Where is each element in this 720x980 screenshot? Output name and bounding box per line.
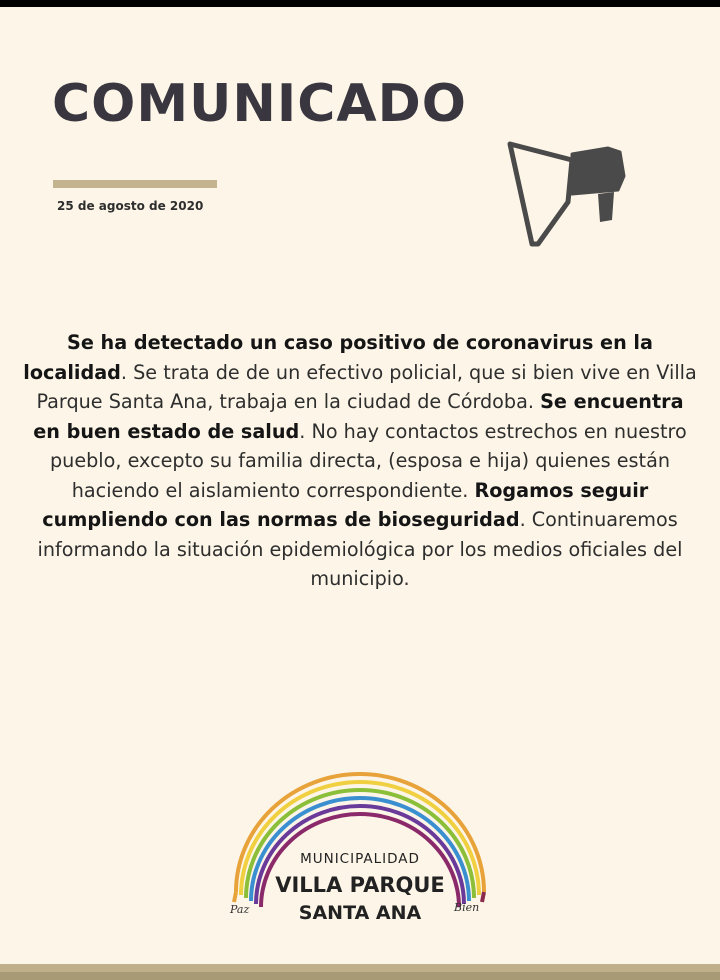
announcement-text-3: . Continuaremos informando la situación epidemiológica por los medios oficiales del municipio. [37, 508, 683, 590]
announcement-bold-2: Se encuentra en buen estado de salud [33, 390, 684, 443]
announcement-bold-1: Se ha detectado un caso positivo de coronavirus en la localidad [23, 331, 653, 384]
announcement-bold-3: Rogamos seguir cumpliendo con las normas de bioseguridad [42, 478, 649, 531]
top-border [0, 0, 720, 7]
publication-date: 25 de agosto de 2020 [57, 199, 204, 213]
logo-word-paz: Paz [230, 903, 250, 916]
page-title: COMUNICADO [52, 74, 467, 134]
title-underline [53, 180, 217, 188]
footer-bar-shade [0, 972, 720, 980]
logo-line-santa-ana: SANTA ANA [298, 902, 422, 924]
announcement-text-2: . No hay contactos estrechos en nuestro pueblo, excepto su familia directa, (esposa e hija) quienes están haciendo el aislamiento correspondiente. [49, 419, 687, 502]
logo-word-bien: Bien [454, 901, 480, 914]
logo-line-municipalidad: MUNICIPALIDAD [300, 851, 420, 867]
logo-line-villa-parque: VILLA PARQUE [275, 873, 445, 897]
megaphone-icon [500, 132, 636, 252]
announcement-body [20, 328, 700, 594]
announcement-text-1: . Se trata de de un efectivo policial, que si bien vive en Villa Parque Santa Ana, trabaja en la ciudad de Córdoba. [36, 360, 697, 413]
